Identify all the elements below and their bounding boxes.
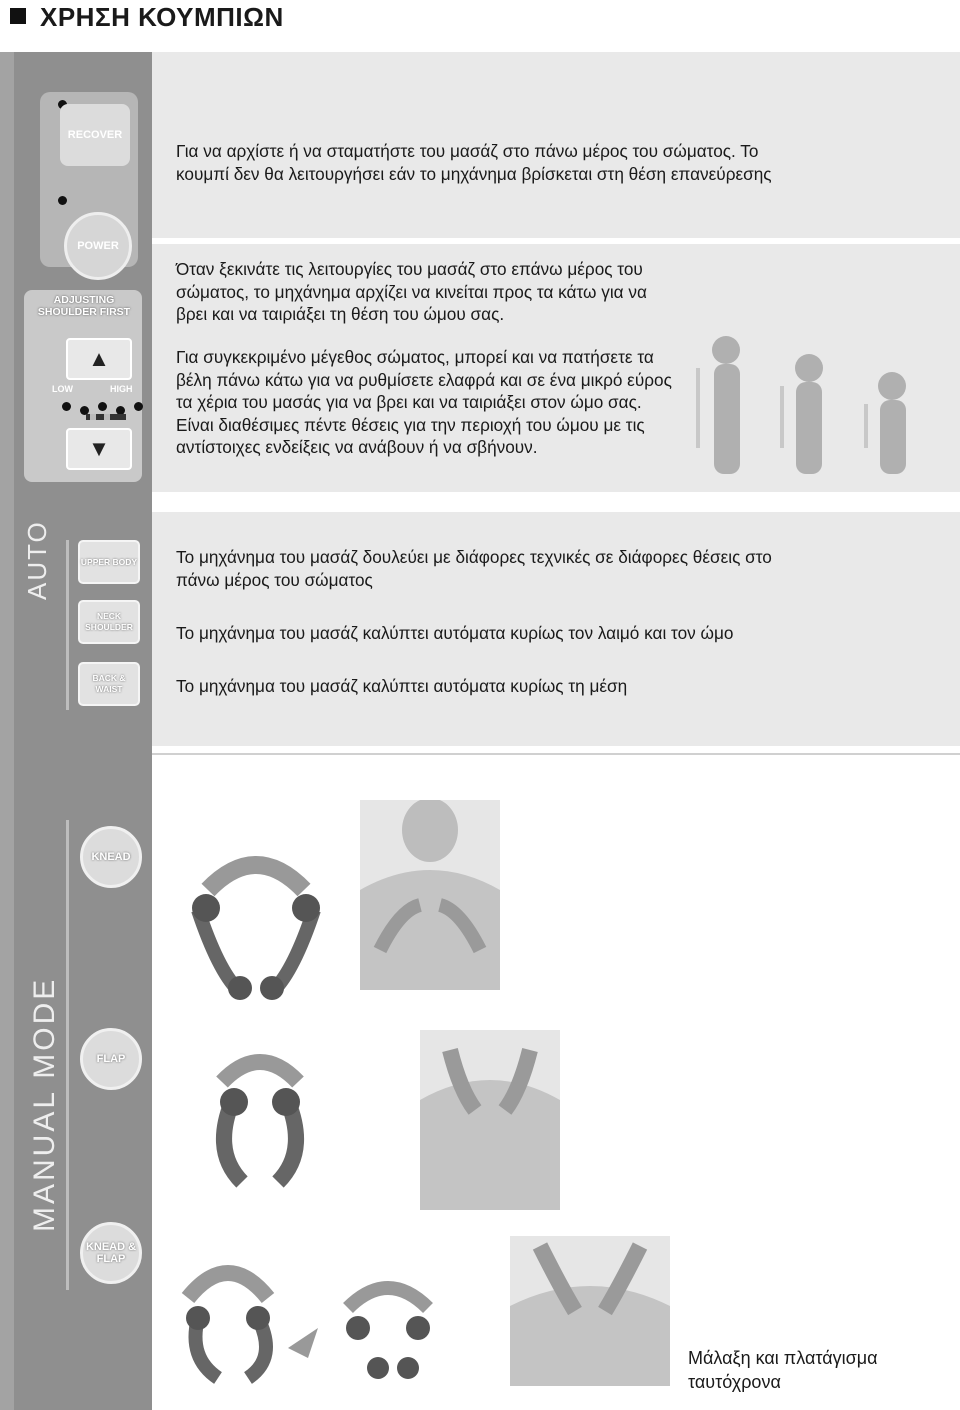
page-title: ΧΡΗΣΗ ΚΟΥΜΠΙΩΝ	[40, 2, 284, 32]
adjust-description-1: Όταν ξεκινάτε τις λειτουργίες του μασάζ στο επάνω μέρος του σώματος, το μηχάνημα αρχίζει να κινείται προς τα κάτω για να βρει και να ταιριάξει τη θέση του ώμου σας.	[176, 259, 647, 324]
position-led-icon	[62, 402, 71, 411]
shoulder-positions-illustration	[684, 328, 954, 478]
knead-flap-caption: Μάλαξη και πλατάγισμα ταυτόχρονα	[688, 1348, 878, 1392]
position-led-icon	[98, 402, 107, 411]
flap-button[interactable]: FLAP	[80, 1028, 142, 1090]
flap-roller-illustration	[172, 1032, 348, 1202]
knead-back-photo	[360, 800, 500, 990]
back-waist-description: Το μηχάνημα του μασάζ καλύπτει αυτόματα κυρίως τη μέση	[176, 676, 628, 696]
knead-flap-roller-illustration	[168, 1238, 488, 1388]
neck-shoulder-description: Το μηχάνημα του μασάζ καλύπτει αυτόματα κυρίως τον λαιμό και τον ώμο	[176, 623, 734, 643]
power-description: Για να αρχίστε ή να σταματήστε του μασάζ στο πάνω μέρος του σώματος. Το κουμπί δεν θα λειτουργήσει εάν το μηχάνημα βρίσκεται στη θέση επανεύρεσης	[176, 141, 772, 184]
neck-shoulder-button[interactable]: NECK SHOULDER	[78, 600, 140, 644]
upper-body-description: Το μηχάνημα του μασάζ δουλεύει με διάφορες τεχνικές σε διάφορες θέσεις στο πάνω μέρος του σώματος	[176, 547, 772, 590]
shoulder-up-button[interactable]: ▲	[66, 338, 132, 380]
low-label: LOW	[52, 384, 73, 394]
control-panel-edge	[0, 52, 14, 1410]
led-indicator-icon	[58, 196, 67, 205]
shoulder-down-button[interactable]: ▼	[66, 428, 132, 470]
knead-flap-back-photo	[510, 1236, 670, 1386]
adjust-description-2: Για συγκεκριμένο μέγεθος σώματος, μπορεί και να πατήσετε τα βέλη πάνω κάτω για να ρυθμίσετε ελαφρά και σε ένα μικρό εύρος τα χέρια του μασάς για να βρει και να ταιριάξει στον ώμο σας. Είναι διαθέσιμες πέντε θέσεις για την περιοχή του ώμου με τις αντίστοιχες ενδείξεις να ανάβουν ή να σβήνουν.	[176, 347, 672, 457]
knead-flap-button[interactable]: KNEAD & FLAP	[80, 1222, 142, 1284]
power-button[interactable]: POWER	[64, 212, 132, 280]
knead-roller-illustration	[168, 820, 344, 1000]
position-led-icon	[134, 402, 143, 411]
recover-button[interactable]: RECOVER	[60, 104, 130, 166]
back-waist-button[interactable]: BACK & WAIST	[78, 662, 140, 706]
high-label: HIGH	[110, 384, 133, 394]
flap-back-photo	[420, 1030, 560, 1210]
auto-mode-label: AUTO	[22, 520, 52, 600]
level-bar-icon	[86, 414, 126, 420]
upper-body-button[interactable]: UPPER BODY	[78, 540, 140, 584]
knead-button[interactable]: KNEAD	[80, 826, 142, 888]
header-square-icon	[10, 8, 26, 24]
manual-mode-label: MANUAL MODE	[28, 976, 61, 1232]
adjust-shoulder-label: ADJUSTING SHOULDER FIRST	[37, 294, 131, 318]
divider	[152, 753, 960, 755]
